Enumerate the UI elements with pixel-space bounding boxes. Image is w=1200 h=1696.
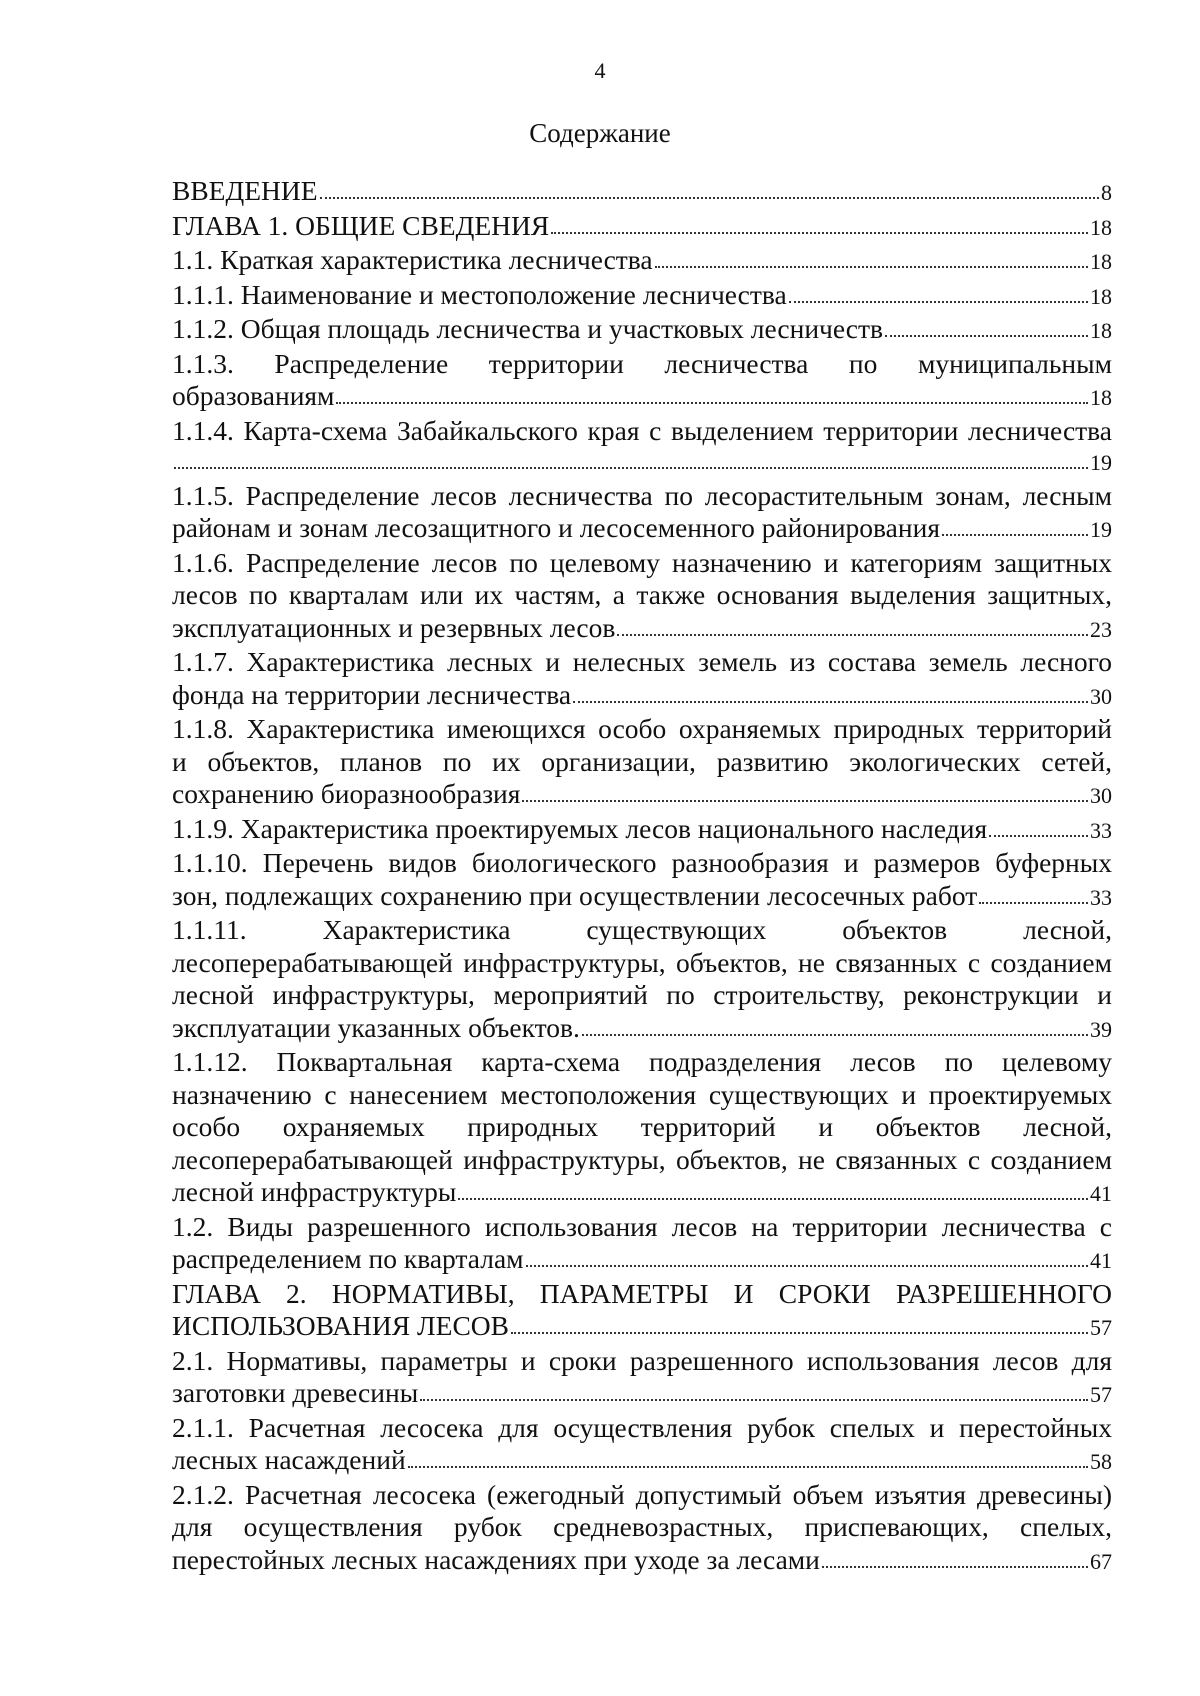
toc-entry-line: [172, 778, 1112, 813]
toc-entry-text: районам и зонам лесозащитного и лесосеменного районирования: [172, 512, 940, 543]
toc-entry-text: 1.1.11. Характеристика существующих объектов лесной,: [172, 914, 1112, 945]
toc-entry-text: фонда на территории лесничества: [172, 678, 572, 710]
toc-page-number: 18: [1090, 214, 1112, 240]
toc-page-number: 33: [1090, 884, 1112, 910]
toc-entry[interactable]: [172, 1479, 1112, 1579]
dot-leader: [336, 396, 1088, 404]
toc-entry-text: 1.1.9. Характеристика проектируемых лесов национального наследия: [172, 812, 988, 844]
toc-entry-text: лесов по кварталам или их частям, а также основания выделения защитных,: [172, 579, 1112, 610]
dot-leader: [885, 329, 1088, 337]
toc-page-number: 67: [1090, 1548, 1112, 1574]
toc-entry-text: заготовки древесины: [172, 1377, 419, 1408]
dot-leader: [822, 1560, 1088, 1568]
toc-entry-line: [172, 1444, 1112, 1479]
toc-entry[interactable]: [172, 847, 1112, 914]
toc-entry-line: [172, 244, 1112, 279]
toc-entry-text: ВВЕДЕНИЕ: [172, 175, 318, 206]
toc-entry-text: эксплуатации указанных объектов.: [172, 1011, 580, 1043]
toc-entry-line: [172, 679, 1112, 714]
toc-entry-text: ГЛАВА 2. НОРМАТИВЫ, ПАРАМЕТРЫ И СРОКИ РАЗРЕШЕННОГО: [172, 1277, 1112, 1309]
toc-entry[interactable]: [172, 1345, 1112, 1412]
toc-entry[interactable]: [172, 713, 1112, 813]
dot-leader: [526, 1259, 1088, 1267]
toc-entry-text: 1.1.5. Распределение лесов лесничества по лесорастительным зонам, лесным: [172, 479, 1112, 511]
toc-entry[interactable]: [172, 1412, 1112, 1479]
toc-entry-line: [172, 313, 1112, 348]
toc-entry[interactable]: [172, 244, 1112, 279]
toc-entry-text: лесоперерабатывающей инфраструктуры, объектов, не связанных с созданием: [172, 946, 1112, 978]
toc-entry-text: лесной инфраструктуры, мероприятий по строительству, реконструкции и: [172, 979, 1112, 1010]
dot-leader: [174, 461, 1088, 469]
toc-entry-line: [172, 1012, 1112, 1047]
dot-leader: [320, 191, 1099, 199]
toc-entry-text: 1.1.7. Характеристика лесных и нелесных земель из состава земель лесного: [172, 646, 1112, 677]
dot-leader: [942, 528, 1088, 536]
toc-entry-text: 1.1.10. Перечень видов биологического разнообразия и размеров буферных: [172, 847, 1112, 878]
toc-page-number: 19: [1090, 517, 1112, 542]
dot-leader: [458, 1192, 1088, 1200]
toc-entry-text: лесных насаждений: [172, 1444, 406, 1475]
toc-entry-text: особо охраняемых природных территорий и объектов лесной,: [172, 1111, 1112, 1142]
toc-page-number: 58: [1090, 1449, 1112, 1474]
toc-page-number: 30: [1090, 683, 1112, 709]
toc-page-number: 18: [1090, 318, 1112, 343]
toc-entry-text: 2.1.1. Расчетная лесосека для осуществления рубок спелых и перестойных: [172, 1411, 1112, 1443]
toc-page-number: 8: [1101, 180, 1112, 205]
toc-entry-text: 1.1.4. Карта-схема Забайкальского края с выделением территории лесничества: [172, 414, 1112, 446]
toc-entry-line: [172, 612, 1112, 647]
toc-page-number: 39: [1090, 1016, 1112, 1042]
table-of-contents: [172, 175, 1112, 1578]
toc-entry-line: [172, 813, 1112, 848]
toc-entry-text: для осуществления рубок средневозрастных, приспевающих, спелых,: [172, 1511, 1112, 1542]
toc-entry-line: [172, 210, 1112, 245]
toc-entry[interactable]: [172, 547, 1112, 647]
toc-entry-text: эксплуатационных и резервных лесов: [172, 611, 616, 643]
toc-entry[interactable]: [172, 1046, 1112, 1211]
toc-entry-line: [172, 1377, 1112, 1412]
toc-page-number: 57: [1090, 1315, 1112, 1340]
toc-page-number: 33: [1090, 817, 1112, 843]
toc-entry-text: лесной инфраструктуры: [172, 1176, 457, 1207]
toc-entry-text: сохранению биоразнообразия: [172, 778, 521, 809]
toc-entry-text: 1.1.3. Распределение территории лесничества по муниципальным: [172, 347, 1112, 379]
dot-leader: [551, 226, 1088, 234]
toc-page-number: 18: [1090, 283, 1112, 309]
toc-entry-line: [172, 447, 1112, 480]
toc-entry-line: [172, 175, 1112, 210]
toc-entry-line: [172, 512, 1112, 547]
toc-entry-text: 1.1.6. Распределение лесов по целевому назначению и категориям защитных: [172, 546, 1112, 578]
toc-page-number: 41: [1090, 1248, 1112, 1273]
toc-entry-text: назначению с нанесением местоположения существующих и проектируемых: [172, 1078, 1112, 1110]
toc-entry-text: 2.1.2. Расчетная лесосека (ежегодный допустимый объем изъятия древесины): [172, 1478, 1112, 1510]
toc-entry-text: ИСПОЛЬЗОВАНИЯ ЛЕСОВ: [172, 1310, 509, 1341]
toc-entry-text: и объектов, планов по их организации, развитию экологических сетей,: [172, 745, 1112, 777]
toc-entry[interactable]: [172, 646, 1112, 713]
toc-entry[interactable]: [172, 1278, 1112, 1345]
dot-leader: [522, 794, 1088, 802]
dot-leader: [420, 1393, 1088, 1401]
toc-heading: Содержание: [529, 118, 671, 148]
toc-entry-text: перестойных лесных насаждениях при уходе за лесами: [172, 1543, 820, 1575]
toc-entry-text: лесоперерабатывающей инфраструктуры, объектов, не связанных с созданием: [172, 1143, 1112, 1175]
toc-entry-text: 2.1. Нормативы, параметры и сроки разрешенного использования лесов для: [172, 1344, 1112, 1376]
toc-page-number: 19: [1090, 450, 1112, 475]
page-number: 4: [594, 58, 606, 83]
toc-entry-text: 1.1.1. Наименование и местоположение лесничества: [172, 278, 787, 310]
toc-entry[interactable]: [172, 348, 1112, 415]
toc-entry-text: 1.2. Виды разрешенного использования лесов на территории лесничества с: [172, 1210, 1112, 1242]
toc-entry[interactable]: [172, 914, 1112, 1046]
toc-entry-text: образованиям: [172, 380, 335, 411]
toc-entry-line: [172, 880, 1112, 915]
toc-page-number: 18: [1090, 249, 1112, 274]
dot-leader: [617, 628, 1088, 636]
dot-leader: [511, 1326, 1088, 1334]
toc-entry[interactable]: [172, 813, 1112, 848]
toc-entry-text: распределением по кварталам: [172, 1243, 524, 1274]
toc-entry-line: [172, 1176, 1112, 1211]
toc-entry[interactable]: [172, 1211, 1112, 1278]
toc-page-number: 23: [1090, 616, 1112, 642]
dot-leader: [989, 829, 1088, 837]
toc-entry-text: 1.1.2. Общая площадь лесничества и участковых лесничеств: [172, 313, 883, 344]
toc-entry[interactable]: [172, 279, 1112, 314]
toc-entry-line: [172, 1243, 1112, 1278]
toc-entry-text: зон, подлежащих сохранению при осуществлении лесосечных работ: [172, 879, 978, 911]
toc-entry-text: ГЛАВА 1. ОБЩИЕ СВЕДЕНИЯ: [172, 209, 550, 241]
toc-entry[interactable]: [172, 175, 1112, 210]
dot-leader: [789, 295, 1088, 303]
toc-entry-text: 1.1. Краткая характеристика лесничества: [172, 244, 653, 275]
toc-entry-line: [172, 279, 1112, 314]
toc-entry-text: 1.1.12. Поквартальная карта-схема подразделения лесов по целевому: [172, 1046, 1112, 1077]
toc-entry[interactable]: [172, 210, 1112, 245]
dot-leader: [979, 896, 1088, 904]
toc-entry[interactable]: [172, 480, 1112, 547]
toc-entry[interactable]: [172, 415, 1112, 480]
toc-entry-line: [172, 1310, 1112, 1345]
toc-page-number: 41: [1090, 1181, 1112, 1206]
dot-leader: [655, 260, 1088, 268]
dot-leader: [573, 695, 1088, 703]
toc-entry-line: [172, 1544, 1112, 1579]
dot-leader: [408, 1460, 1088, 1468]
toc-entry[interactable]: [172, 313, 1112, 348]
toc-page-number: 57: [1090, 1382, 1112, 1407]
toc-entry-line: [172, 380, 1112, 415]
toc-page-number: 30: [1090, 783, 1112, 808]
toc-page-number: 18: [1090, 385, 1112, 410]
dot-leader: [582, 1028, 1088, 1036]
toc-entry-text: 1.1.8. Характеристика имеющихся особо охраняемых природных территорий: [172, 713, 1112, 744]
